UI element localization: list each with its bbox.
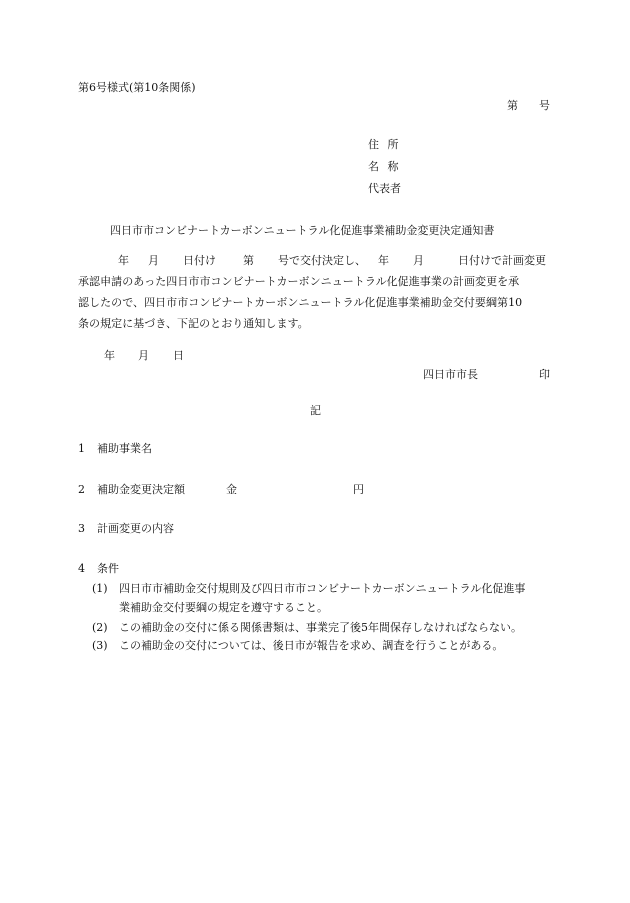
item-1-label: 補助事業名 [97, 442, 152, 455]
address-label: 住 所 [368, 138, 399, 151]
body-number-prefix: 第 [243, 254, 254, 267]
date-day: 日 [173, 349, 184, 362]
body-year-2: 年 [378, 254, 389, 267]
doc-number-suffix: 号 [539, 99, 550, 112]
name-label: 名 称 [368, 160, 399, 173]
body-line-3: 認したので、四日市市コンビナートカーボンニュートラル化促進事業補助金交付要綱第10 [78, 296, 523, 309]
issuer-name: 四日市市長 [423, 368, 478, 381]
body-plan-change: 日付けで計画変更 [458, 254, 546, 267]
condition-3-number: (3) [92, 639, 108, 652]
condition-3-line-1: この補助金の交付については、後日市が報告を求め、調査を行うことがある。 [119, 639, 504, 652]
amount-suffix: 円 [353, 483, 364, 496]
condition-2-number: (2) [92, 621, 108, 634]
body-line-2: 承認申請のあった四日市市コンビナートカーボンニュートラル化促進事業の計画変更を承 [78, 275, 520, 288]
body-line-4: 条の規定に基づき、下記のとおり通知します。 [78, 317, 309, 330]
item-2-number: 2 [78, 483, 85, 496]
amount-prefix: 金 [226, 483, 237, 496]
condition-1-line-1: 四日市市補助金交付規則及び四日市市コンビナートカーボンニュートラル化促進事 [119, 582, 526, 595]
ki-heading: 記 [310, 404, 321, 417]
item-4-number: 4 [78, 562, 85, 575]
body-month-1: 月 [148, 254, 159, 267]
body-date-suffix-1: 日付け [183, 254, 216, 267]
item-3-label: 計画変更の内容 [97, 522, 174, 535]
body-year-1: 年 [118, 254, 129, 267]
condition-2-line-1: この補助金の交付に係る関係書類は、事業完了後5年間保存しなければならない。 [119, 621, 522, 634]
representative-label: 代表者 [368, 182, 401, 195]
date-year: 年 [104, 349, 115, 362]
form-identifier: 第6号様式(第10条関係) [78, 81, 196, 94]
doc-number-prefix: 第 [507, 99, 518, 112]
item-1-number: 1 [78, 442, 85, 455]
body-grant-decided: 号で交付決定し、 [278, 254, 366, 267]
item-4-label: 条件 [97, 562, 119, 575]
date-month: 月 [138, 349, 149, 362]
condition-1-line-2: 業補助金交付要綱の規定を遵守すること。 [119, 601, 328, 614]
seal-mark: 印 [539, 368, 550, 381]
item-2-label: 補助金変更決定額 [97, 483, 185, 496]
document-title: 四日市市コンビナートカーボンニュートラル化促進事業補助金変更決定通知書 [110, 224, 495, 237]
body-month-2: 月 [413, 254, 424, 267]
condition-1-number: (1) [92, 582, 108, 595]
item-3-number: 3 [78, 522, 85, 535]
